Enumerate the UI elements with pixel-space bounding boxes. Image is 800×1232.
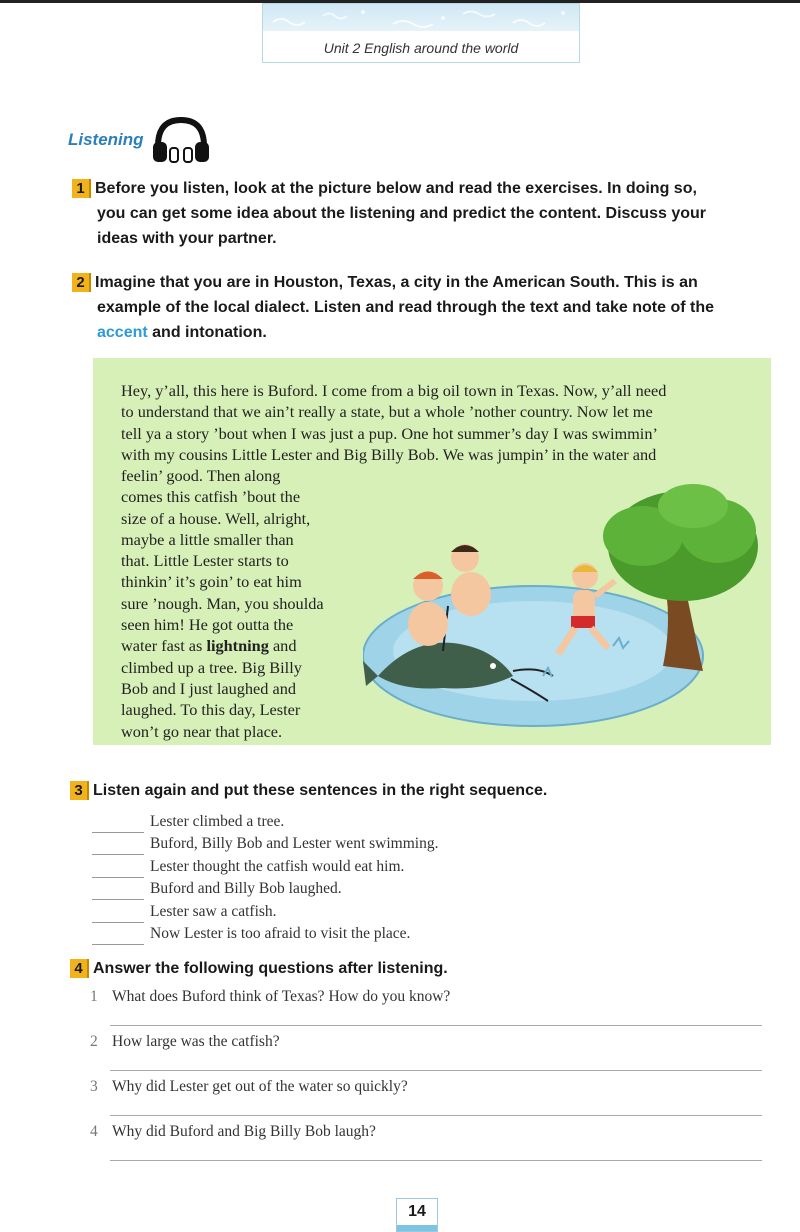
sequence-list bbox=[92, 810, 438, 945]
story-fragment: and bbox=[268, 636, 297, 656]
answer-blank[interactable] bbox=[92, 885, 144, 900]
question-text: What does Buford think of Texas? How do you know? bbox=[112, 988, 451, 1005]
story-line: with my cousins Little Lester and Big Billy Bob. We was jumpin’ in the water and bbox=[121, 444, 657, 464]
highlighted-word: accent bbox=[97, 324, 148, 341]
story-line bbox=[121, 635, 347, 656]
unit-title: Unit 2 English around the world bbox=[323, 40, 519, 56]
task-text: and intonation. bbox=[147, 324, 267, 341]
task-number-badge: 2 bbox=[72, 273, 91, 292]
task-text: Answer the following questions after listening. bbox=[93, 960, 448, 977]
story-fragment: water fast as bbox=[121, 636, 207, 656]
task-text: you can get some idea about the listening and predict the content. Discuss your bbox=[97, 205, 706, 222]
task-2 bbox=[72, 270, 714, 345]
question-text: Why did Buford and Big Billy Bob laugh? bbox=[112, 1123, 376, 1140]
list-item bbox=[90, 988, 762, 1033]
list-item bbox=[92, 878, 438, 901]
list-item bbox=[90, 1078, 762, 1123]
header-decoration bbox=[263, 4, 579, 31]
unit-header bbox=[262, 3, 580, 63]
sequence-sentence: Lester thought the catfish would eat him. bbox=[150, 857, 405, 875]
question-text: How large was the catfish? bbox=[112, 1033, 280, 1050]
sequence-sentence: Now Lester is too afraid to visit the place. bbox=[150, 925, 411, 942]
answer-line[interactable] bbox=[110, 1115, 762, 1116]
question-number: 2 bbox=[90, 1033, 98, 1050]
answer-blank[interactable] bbox=[92, 930, 144, 945]
story-line: laughed. To this day, Lester bbox=[121, 700, 301, 720]
sequence-sentence: Buford, Billy Bob and Lester went swimming. bbox=[150, 835, 439, 852]
answer-blank[interactable] bbox=[92, 863, 144, 878]
story-line: thinkin’ it’s goin’ to eat him bbox=[121, 572, 302, 592]
section-title: Listening bbox=[68, 130, 144, 149]
task-3 bbox=[70, 778, 547, 803]
story-line: to understand that we ain’t really a state, but a whole ’nother country. Now let me bbox=[121, 402, 653, 422]
answer-line[interactable] bbox=[110, 1160, 762, 1161]
story-text-top bbox=[121, 380, 749, 465]
question-number: 3 bbox=[90, 1078, 98, 1095]
sequence-sentence: Buford and Billy Bob laughed. bbox=[150, 880, 342, 897]
story-line: size of a house. Well, alright, bbox=[121, 508, 311, 528]
answer-line[interactable] bbox=[110, 1070, 762, 1071]
story-line: maybe a little smaller than bbox=[121, 529, 294, 549]
answer-blank[interactable] bbox=[92, 840, 144, 855]
question-number: 4 bbox=[90, 1123, 98, 1140]
list-item bbox=[92, 855, 438, 878]
answer-line[interactable] bbox=[110, 1025, 762, 1026]
question-number: 1 bbox=[90, 988, 98, 1005]
story-line: won’t go near that place. bbox=[121, 721, 283, 741]
headphones-icon bbox=[150, 116, 212, 171]
task-text: Listen again and put these sentences in the right sequence. bbox=[93, 782, 548, 799]
task-number-badge: 1 bbox=[72, 179, 91, 198]
sequence-sentence: Lester saw a catfish. bbox=[150, 902, 277, 920]
task-number-badge: 3 bbox=[70, 781, 89, 800]
question-list bbox=[90, 988, 762, 1168]
story-illustration bbox=[363, 476, 763, 743]
answer-blank[interactable] bbox=[92, 818, 144, 833]
page-number-text: 14 bbox=[408, 1203, 426, 1220]
list-item bbox=[90, 1123, 762, 1168]
task-text: example of the local dialect. Listen and read through the text and take note of the bbox=[97, 299, 714, 316]
story-line: tell ya a story ’bout when I was just a pup. One hot summer’s day I was swimmin’ bbox=[121, 423, 658, 443]
list-item bbox=[92, 833, 438, 856]
story-line: Hey, y’all, this here is Buford. I come from a big oil town in Texas. Now, y’all need bbox=[121, 381, 667, 400]
story-line: Bob and I just laughed and bbox=[121, 678, 296, 698]
list-item bbox=[90, 1033, 762, 1078]
list-item bbox=[92, 923, 438, 946]
story-line: comes this catfish ’bout the bbox=[121, 487, 301, 507]
story-line: seen him! He got outta the bbox=[121, 615, 294, 635]
task-text bbox=[72, 320, 714, 345]
story-line: feelin’ good. Then along bbox=[121, 466, 281, 485]
task-4 bbox=[70, 956, 448, 981]
story-text-left bbox=[121, 465, 347, 742]
page-number bbox=[396, 1198, 438, 1232]
story-panel bbox=[93, 358, 771, 745]
task-text: ideas with your partner. bbox=[97, 230, 277, 247]
task-number-badge: 4 bbox=[70, 959, 89, 978]
story-line: that. Little Lester starts to bbox=[121, 551, 289, 571]
list-item bbox=[92, 810, 438, 833]
list-item bbox=[92, 900, 438, 923]
task-text: Before you listen, look at the picture below and read the exercises. In doing so, bbox=[95, 180, 697, 197]
answer-blank[interactable] bbox=[92, 908, 144, 923]
task-text: Imagine that you are in Houston, Texas, a city in the American South. This is an bbox=[95, 274, 698, 291]
task-1 bbox=[72, 176, 706, 251]
sequence-sentence: Lester climbed a tree. bbox=[150, 812, 285, 830]
page-number-bar bbox=[397, 1225, 437, 1231]
story-line: climbed up a tree. Big Billy bbox=[121, 657, 302, 677]
bold-word: lightning bbox=[206, 636, 269, 656]
question-text: Why did Lester get out of the water so quickly? bbox=[112, 1078, 408, 1095]
story-line: sure ’nough. Man, you shoulda bbox=[121, 593, 324, 613]
